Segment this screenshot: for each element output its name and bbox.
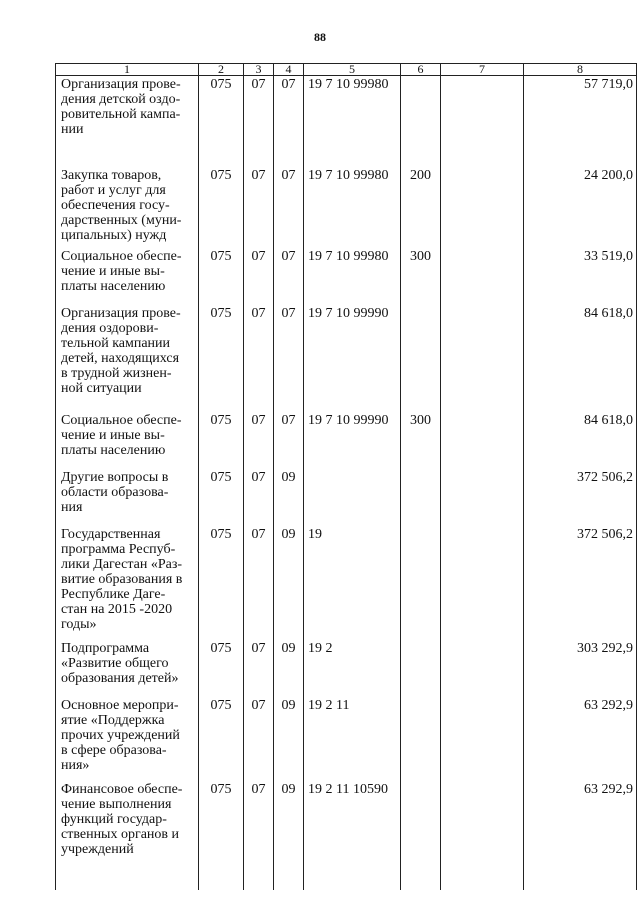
section-code-cell: 07: [244, 697, 274, 781]
expense-type-cell: [401, 469, 441, 526]
amount-cell: 372 506,2: [524, 526, 637, 640]
subsection-code-cell: 09: [274, 781, 304, 890]
table-row: [56, 305, 637, 412]
amount-cell: 84 618,0: [524, 305, 637, 412]
admin-code-cell: 075: [199, 640, 244, 697]
admin-code-cell: 075: [199, 412, 244, 469]
row-name-cell: Основное меропри- ятие «Поддержка прочих учреждений в сфере образова- ния»: [56, 697, 199, 781]
amount-cell: 63 292,9: [524, 781, 637, 890]
row-name-cell: Финансовое обеспе- чение выполнения функций государ- ственных органов и учреждений: [56, 781, 199, 890]
column-header: 3: [244, 64, 274, 76]
column-header: 5: [304, 64, 401, 76]
section-code-cell: 07: [244, 781, 274, 890]
amount-cell: 63 292,9: [524, 697, 637, 781]
table-row: [56, 469, 637, 526]
target-article-cell: 19 7 10 99990: [304, 412, 401, 469]
table-row: [56, 412, 637, 469]
admin-code-cell: 075: [199, 167, 244, 248]
expense-type-cell: [401, 697, 441, 781]
admin-code-cell: 075: [199, 305, 244, 412]
section-code-cell: 07: [244, 469, 274, 526]
expense-type-cell: [401, 781, 441, 890]
table-row: [56, 76, 637, 168]
row-name-cell: Государственная программа Респуб- лики Дагестан «Раз- витие образования в Республике Даге- стан на 2015 -2020 годы»: [56, 526, 199, 640]
row-name-cell: Организация прове- дения детской оздо- ровительной кампа- нии: [56, 76, 199, 168]
section-code-cell: 07: [244, 167, 274, 248]
admin-code-cell: 075: [199, 526, 244, 640]
section-code-cell: 07: [244, 640, 274, 697]
row-name-cell: Социальное обеспе- чение и иные вы- платы населению: [56, 412, 199, 469]
column-7-cell: [441, 469, 524, 526]
row-name-cell: Закупка товаров, работ и услуг для обеспечения госу- дарственных (муни- ципальных) нужд: [56, 167, 199, 248]
section-code-cell: 07: [244, 526, 274, 640]
column-7-cell: [441, 76, 524, 168]
budget-table: [55, 63, 637, 890]
subsection-code-cell: 07: [274, 167, 304, 248]
expense-type-cell: [401, 640, 441, 697]
row-name-cell: Организация прове- дения оздорови- тельной кампании детей, находящихся в трудной жизнен- ной ситуации: [56, 305, 199, 412]
expense-type-cell: [401, 305, 441, 412]
expense-type-cell: [401, 76, 441, 168]
amount-cell: 33 519,0: [524, 248, 637, 305]
admin-code-cell: 075: [199, 76, 244, 168]
table-row: [56, 167, 637, 248]
row-name-cell: Другие вопросы в области образова- ния: [56, 469, 199, 526]
column-header: 2: [199, 64, 244, 76]
column-7-cell: [441, 697, 524, 781]
table-row: [56, 640, 637, 697]
subsection-code-cell: 07: [274, 412, 304, 469]
subsection-code-cell: 09: [274, 469, 304, 526]
column-header: 7: [441, 64, 524, 76]
admin-code-cell: 075: [199, 469, 244, 526]
table-row: [56, 781, 637, 890]
subsection-code-cell: 07: [274, 305, 304, 412]
table-row: [56, 526, 637, 640]
amount-cell: 84 618,0: [524, 412, 637, 469]
row-name-cell: Подпрограмма «Развитие общего образования детей»: [56, 640, 199, 697]
row-name-cell: Социальное обеспе- чение и иные вы- платы населению: [56, 248, 199, 305]
admin-code-cell: 075: [199, 781, 244, 890]
amount-cell: 24 200,0: [524, 167, 637, 248]
subsection-code-cell: 07: [274, 76, 304, 168]
column-7-cell: [441, 640, 524, 697]
section-code-cell: 07: [244, 305, 274, 412]
amount-cell: 372 506,2: [524, 469, 637, 526]
section-code-cell: 07: [244, 412, 274, 469]
table-row: [56, 248, 637, 305]
target-article-cell: 19 7 10 99980: [304, 76, 401, 168]
expense-type-cell: 300: [401, 412, 441, 469]
column-header: 4: [274, 64, 304, 76]
target-article-cell: 19 2 11: [304, 697, 401, 781]
subsection-code-cell: 07: [274, 248, 304, 305]
page-number: 88: [314, 30, 326, 44]
column-7-cell: [441, 305, 524, 412]
target-article-cell: [304, 469, 401, 526]
target-article-cell: 19 7 10 99990: [304, 305, 401, 412]
column-number-header: [56, 64, 637, 76]
target-article-cell: 19 2: [304, 640, 401, 697]
target-article-cell: 19 7 10 99980: [304, 167, 401, 248]
subsection-code-cell: 09: [274, 697, 304, 781]
expense-type-cell: [401, 526, 441, 640]
column-header: 6: [401, 64, 441, 76]
column-7-cell: [441, 248, 524, 305]
expense-type-cell: 300: [401, 248, 441, 305]
target-article-cell: 19 7 10 99980: [304, 248, 401, 305]
target-article-cell: 19: [304, 526, 401, 640]
table-row: [56, 697, 637, 781]
column-header: 8: [524, 64, 637, 76]
column-7-cell: [441, 167, 524, 248]
column-7-cell: [441, 412, 524, 469]
section-code-cell: 07: [244, 248, 274, 305]
admin-code-cell: 075: [199, 697, 244, 781]
subsection-code-cell: 09: [274, 640, 304, 697]
column-7-cell: [441, 526, 524, 640]
amount-cell: 57 719,0: [524, 76, 637, 168]
admin-code-cell: 075: [199, 248, 244, 305]
target-article-cell: 19 2 11 10590: [304, 781, 401, 890]
expense-type-cell: 200: [401, 167, 441, 248]
column-7-cell: [441, 781, 524, 890]
amount-cell: 303 292,9: [524, 640, 637, 697]
subsection-code-cell: 09: [274, 526, 304, 640]
section-code-cell: 07: [244, 76, 274, 168]
column-header: 1: [56, 64, 199, 76]
